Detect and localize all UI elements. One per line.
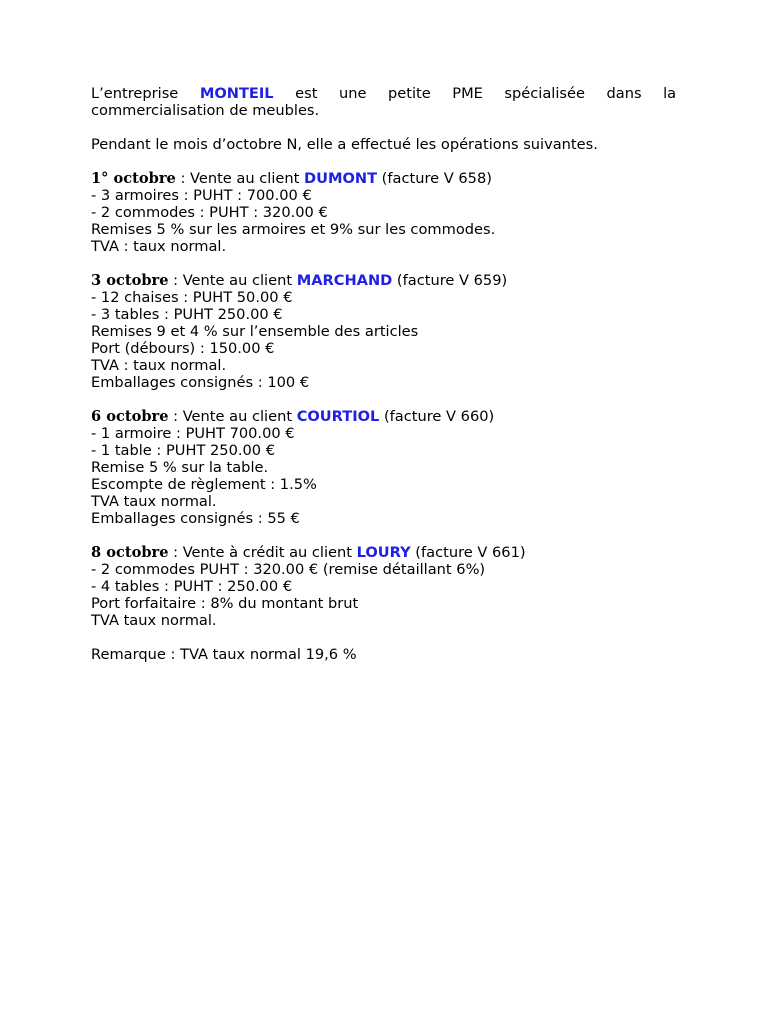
operation-line: Escompte de règlement : 1.5% <box>91 476 317 493</box>
intro-line-2: commercialisation de meubles. <box>91 102 320 119</box>
invoice-ref: (facture V 660) <box>379 408 495 425</box>
operation-line: Emballages consignés : 55 € <box>91 510 300 527</box>
sale-label: : Vente au client <box>175 170 304 187</box>
operation-line: - 12 chaises : PUHT 50.00 € <box>91 289 293 306</box>
spacer <box>91 391 676 408</box>
operation-header <box>91 272 676 289</box>
client-name: COURTIOL <box>296 408 380 425</box>
operation-line: TVA : taux normal. <box>91 357 227 374</box>
operation-line: Emballages consignés : 100 € <box>91 374 310 391</box>
operation-date: 1° octobre <box>91 170 176 187</box>
client-name: DUMONT <box>303 170 378 187</box>
spacer <box>91 629 676 646</box>
sale-label: : Vente à crédit au client <box>168 544 357 561</box>
operation-line: - 4 tables : PUHT : 250.00 € <box>91 578 293 595</box>
operation-line: TVA : taux normal. <box>91 238 227 255</box>
operation-line: TVA taux normal. <box>91 612 217 629</box>
intro-word: spécialisée <box>504 85 585 102</box>
intro-word: dans <box>606 85 642 102</box>
intro-line-1 <box>91 85 676 102</box>
operation-line: Port forfaitaire : 8% du montant brut <box>91 595 359 612</box>
invoice-ref: (facture V 661) <box>410 544 526 561</box>
company-name: MONTEIL <box>199 85 274 102</box>
operation-line: TVA taux normal. <box>91 493 217 510</box>
spacer <box>91 153 676 170</box>
spacer <box>91 527 676 544</box>
spacer <box>91 119 676 136</box>
operation-line: Remise 5 % sur la table. <box>91 459 269 476</box>
operation-date: 8 octobre <box>91 544 169 561</box>
intro-word: petite <box>388 85 431 102</box>
operation-line: Port (débours) : 150.00 € <box>91 340 275 357</box>
document-body <box>91 85 676 663</box>
operation-line: - 2 commodes : PUHT : 320.00 € <box>91 204 328 221</box>
intro-word: PME <box>452 85 483 102</box>
invoice-ref: (facture V 658) <box>377 170 492 187</box>
operation-line: Remises 5 % sur les armoires et 9% sur les commodes. <box>91 221 496 238</box>
operation-header <box>91 544 676 561</box>
operation-header <box>91 170 676 187</box>
intro-word: une <box>338 85 367 102</box>
operation-line: - 3 tables : PUHT 250.00 € <box>91 306 283 323</box>
client-name: LOURY <box>356 544 411 561</box>
client-name: MARCHAND <box>296 272 393 289</box>
operation-header <box>91 408 676 425</box>
intro-word: la <box>663 85 677 102</box>
remark: Remarque : TVA taux normal 19,6 % <box>91 646 357 663</box>
spacer <box>91 255 676 272</box>
operation-line: - 1 table : PUHT 250.00 € <box>91 442 275 459</box>
sale-label: : Vente au client <box>168 272 297 289</box>
operation-line: - 3 armoires : PUHT : 700.00 € <box>91 187 312 204</box>
operation-line: - 1 armoire : PUHT 700.00 € <box>91 425 295 442</box>
invoice-ref: (facture V 659) <box>392 272 508 289</box>
operation-date: 3 octobre <box>91 272 169 289</box>
operation-date: 6 octobre <box>91 408 169 425</box>
intro-prefix: L’entreprise <box>91 85 179 102</box>
operation-line: Remises 9 et 4 % sur l’ensemble des articles <box>91 323 419 340</box>
sale-label: : Vente au client <box>168 408 297 425</box>
period-text: Pendant le mois d’octobre N, elle a effectué les opérations suivantes. <box>91 136 598 153</box>
operation-line: - 2 commodes PUHT : 320.00 € (remise détaillant 6%) <box>91 561 486 578</box>
intro-word: est <box>295 85 318 102</box>
